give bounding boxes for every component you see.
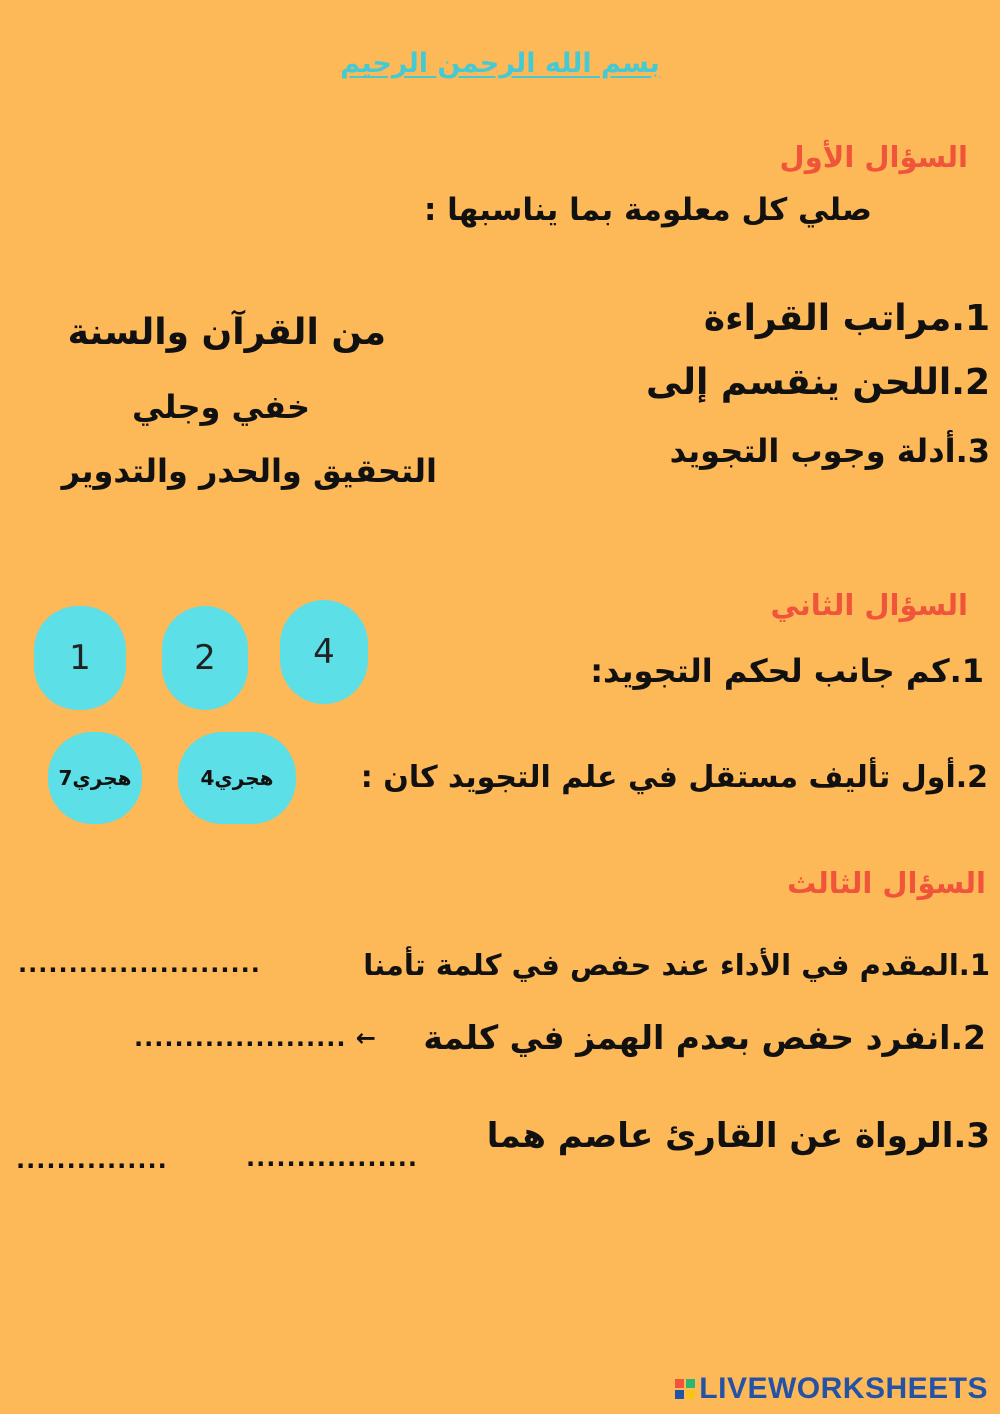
q3-item-3-blank-1[interactable]: ................. — [246, 1144, 418, 1172]
option-bubble-hijri-7[interactable] — [48, 732, 142, 824]
q3-item-3: 3.الرواة عن القارئ عاصم هما — [486, 1116, 990, 1156]
q3-item-2-blank[interactable]: ..................... ← — [134, 1024, 377, 1052]
q2-item-2: 2.أول تأليف مستقل في علم التجويد كان : — [360, 760, 988, 795]
question-1-heading: السؤال الأول — [779, 140, 968, 174]
question-2-heading: السؤال الثاني — [770, 588, 968, 622]
q3-item-2: 2.انفرد حفص بعدم الهمز في كلمة — [423, 1018, 986, 1057]
q1-right-item-1[interactable]: من القرآن والسنة — [67, 312, 386, 353]
q1-left-item-2[interactable]: 2.اللحن ينقسم إلى — [646, 362, 990, 403]
q3-item-1-blank[interactable]: ........................ — [18, 950, 261, 978]
basmala-title: بسم الله الرحمن الرحيم — [340, 48, 660, 79]
q3-item-1: 1.المقدم في الأداء عند حفص في كلمة تأمنا — [363, 948, 990, 982]
q1-left-item-1[interactable]: 1.مراتب القراءة — [703, 298, 990, 339]
q2-item-1: 1.كم جانب لحكم التجويد: — [590, 652, 984, 690]
q1-right-item-3[interactable]: التحقيق والحدر والتدوير — [61, 452, 437, 490]
option-label: 2 — [194, 638, 216, 678]
q3-item-3-blank-2[interactable]: ............... — [16, 1146, 168, 1174]
logo-icon — [675, 1379, 695, 1399]
question-1-instruction: صلي كل معلومة بما يناسبها : — [423, 192, 872, 228]
option-bubble-hijri-4[interactable] — [178, 732, 296, 824]
q1-left-item-3[interactable]: 3.أدلة وجوب التجويد — [669, 432, 990, 470]
option-label: هجري4 — [200, 766, 274, 790]
liveworksheets-logo — [675, 1372, 988, 1406]
question-3-heading: السؤال الثالث — [787, 866, 986, 900]
q1-right-item-2[interactable]: خفي وجلي — [132, 388, 310, 426]
option-bubble-4[interactable] — [280, 600, 368, 704]
option-bubble-2[interactable] — [162, 606, 248, 710]
option-label: 4 — [313, 632, 335, 672]
option-label: 1 — [69, 638, 91, 678]
option-label: هجري7 — [58, 766, 132, 790]
option-bubble-1[interactable] — [34, 606, 126, 710]
brand-text: LIVEWORKSHEETS — [699, 1372, 988, 1405]
